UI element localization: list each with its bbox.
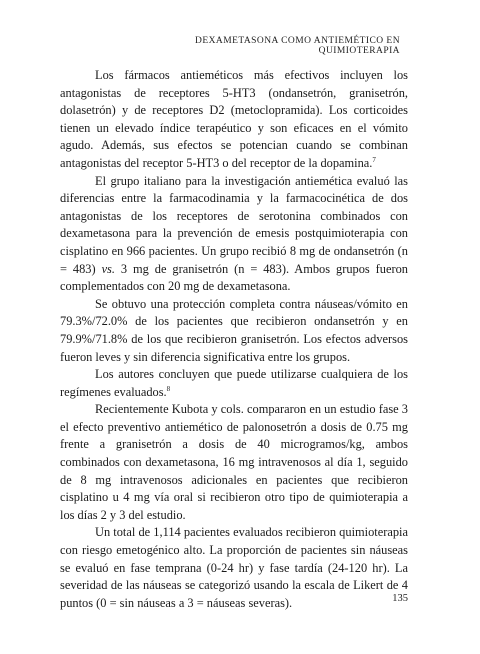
paragraph-3: Se obtuvo una protección completa contra náuseas/vómito en 79.3%/72.0% de los pacientes que recibieron ondansetrón y en 79.9%/71.8% de los que recibieron granisetrón. Los efectos adversos fueron leves y sin diferencia significativa entre los grupos.: [60, 296, 408, 364]
reference-7: 7: [372, 155, 376, 164]
reference-8: 8: [166, 384, 171, 393]
paragraph-4-text: Los autores concluyen que puede utilizarse cualquiera de los regímenes evaluados.: [60, 367, 408, 399]
body-text: [60, 67, 408, 612]
versus-abbreviation: vs.: [101, 261, 115, 276]
paragraph-4: [60, 366, 408, 401]
paragraph-1: [60, 67, 408, 173]
paragraph-6: Un total de 1,114 pacientes evaluados recibieron quimioterapia con riesgo emetogénico alto. La proporción de pacientes sin náuseas se evaluó en fase temprana (0-24 hr) y fase tardía (24-120 hr). La severidad de las náuseas se categorizó usando la escala de Likert de 4 puntos (0 = sin náuseas a 3 = náuseas severas).: [60, 525, 408, 610]
paragraph-2: [60, 173, 408, 296]
paragraph-5: Recientemente Kubota y cols. compararon en un estudio fase 3 el efecto preventivo antiemético de palonosetrón a dosis de 0.75 mg frente a granisetrón a dosis de 40 microgramos/kg, ambos combinados con dexametasona, 16 mg intravenosos al día 1, seguido de 8 mg intravenosos adicionales en pacientes que recibieron cisplatino u 4 mg vía oral si recibieron otro tipo de quimioterapia a los días 2 y 3 del estudio.: [60, 402, 408, 522]
paragraph-2-text-b: 3 mg de granisetrón (n = 483). Ambos grupos fueron complementados con 20 mg de dexametasona.: [60, 261, 408, 294]
paragraph-1-text: Los fármacos antieméticos más efectivos incluyen los antagonistas de receptores 5-HT3 (ondansetrón, granisetrón, dolasetrón) y de receptores D2 (metoclopramida). Los corticoides tienen un elevado índice terapéutico y son eficaces en el vómito agudo. Además, sus efectos se potencian cuando se combinan antagonistas del receptor 5-HT3 o del receptor de la dopamina.: [60, 68, 408, 170]
paragraph-2-text-a: El grupo italiano para la investigación antiemética evaluó las diferencias entre la farmacodinamia y la farmacocinética de dos antagonistas de los receptores de serotonina combinados con dexametasona para la prevención de emesis postquimioterapia con cisplatino en 966 pacientes. Un grupo recibió 8 mg de ondansetrón (n = 483): [60, 173, 408, 276]
page-number: 135: [392, 593, 408, 604]
running-header: DEXAMETASONA COMO ANTIEMÉTICO EN QUIMIOTERAPIA: [195, 36, 400, 56]
